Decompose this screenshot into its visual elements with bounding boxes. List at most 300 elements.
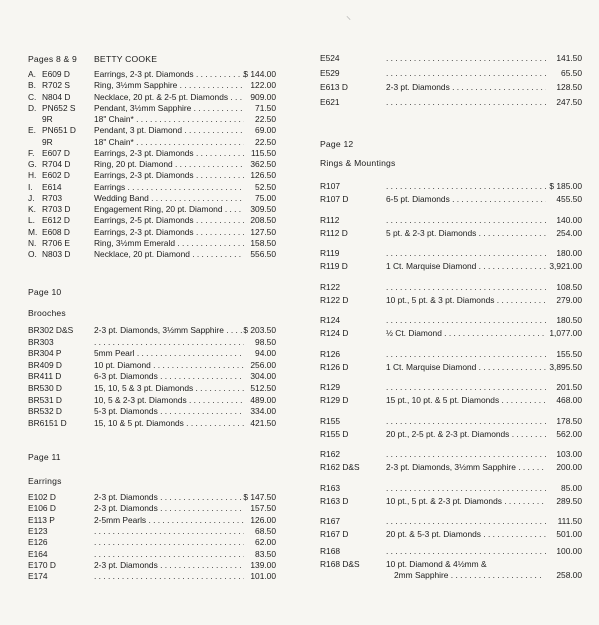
item-price: 512.50 [250,383,276,393]
leader-dots [194,215,244,225]
item-letter: C. [28,91,37,102]
item-description-text: 5-3 pt. Diamonds [94,406,158,417]
item-price: 128.50 [556,82,582,92]
item-price: 126.50 [250,170,276,181]
list-item [320,53,582,64]
leader-dots [146,515,244,525]
item-code: R704 D [42,159,71,169]
item-price: 247.50 [556,96,582,107]
item-description-text: 6-3 pt. Diamonds [94,371,158,382]
item-description-text: 10, 5 & 2-3 pt. Diamonds [94,394,187,405]
item-code: R122 [320,281,341,292]
item-description [94,571,244,582]
list-item [28,371,276,382]
item-price: 304.00 [250,371,276,382]
item-description [386,315,546,326]
item-code: R168 [320,546,341,556]
item-letter: M. [28,226,38,237]
item-description [94,249,244,260]
item-description [386,362,546,373]
item-price: 258.00 [556,570,582,580]
item-description-text: 2-3 pt. Diamonds [94,559,158,570]
page-12-heading: Page 12 [320,139,354,149]
leader-dots [158,406,244,416]
item-description-text: 5mm Pearl [94,348,135,359]
list-item [320,68,582,79]
item-description [386,328,546,339]
item-code: BR409 D [28,359,62,370]
item-letter: O. [28,249,37,259]
item-price: 334.00 [250,406,276,417]
item-code: E106 D [28,503,56,514]
item-letter: L. [28,215,35,226]
item-code: PN652 S [42,102,76,113]
item-description [386,529,546,540]
list-item [28,571,276,582]
list-item [320,349,582,360]
item-code: R129 D [320,395,349,405]
leader-dots [502,496,546,506]
list-item [320,362,582,373]
list-item [320,282,582,293]
item-price: 3,921.00 [549,261,582,271]
item-code: R124 [320,315,341,325]
item-description-text: 2-3 pt. Diamonds, 3½mm Sapphire [386,462,516,472]
leader-dots [386,97,546,107]
item-description [386,97,546,108]
item-code: E170 D [28,559,56,570]
item-description [94,148,244,159]
item-price: 421.50 [250,417,276,428]
list-item [28,503,276,514]
leader-dots [94,537,244,547]
leader-dots [149,193,244,203]
list-item [28,238,276,249]
list-item [320,570,582,581]
brand-heading: BETTY COOKE [94,54,158,64]
item-code: E608 D [42,226,70,237]
item-description [94,325,244,336]
item-description [386,349,546,360]
item-price: 1,077.00 [549,328,582,338]
item-description [386,516,546,527]
leader-dots [194,148,244,158]
rings-heading: Rings & Mountings [320,158,396,168]
scan-mark: ⸜ [346,11,351,22]
item-price: 100.00 [556,546,582,556]
item-description-text: 10 pt., 5 pt. & 2-3 pt. Diamonds [386,495,502,506]
item-price: $ 203.50 [243,325,276,335]
item-description-text: 15, 10, 5 & 3 pt. Diamonds [94,383,194,393]
item-description [94,348,244,359]
list-item [28,215,276,226]
item-description [94,406,244,417]
item-description-text: Ring, 20 pt. Diamond [94,159,173,169]
item-description [386,248,546,259]
item-code: E102 D [28,492,56,502]
leader-dots [450,82,546,92]
item-description-text: 2-3 pt. Diamonds [94,492,158,502]
leader-dots [509,429,546,439]
item-price: 126.00 [250,514,276,525]
item-letter: J. [28,192,35,203]
list-item [28,114,276,125]
item-price: 180.50 [556,315,582,325]
item-code: E123 [28,525,48,536]
item-price: 69.00 [255,125,276,136]
pages-8-9-heading: Pages 8 & 9 [28,54,78,64]
leader-dots [386,382,546,392]
item-price: 111.50 [557,516,582,526]
list-item [28,492,276,503]
item-code: E602 D [42,170,70,181]
leader-dots [476,228,546,238]
item-code: R167 D [320,529,349,539]
item-code: R163 D [320,495,349,506]
item-description-text: 2-3 pt. Diamonds [386,82,450,92]
item-price: 62.00 [255,537,276,548]
item-price: 101.00 [250,571,276,582]
item-description [94,383,244,394]
item-letter: N. [28,237,37,248]
leader-dots [499,395,546,405]
item-code: R155 D [320,428,349,439]
list-item [28,148,276,159]
item-description-text: Ring, 3½mm Emerald [94,237,175,248]
item-code: R112 D [320,227,348,238]
leader-dots [94,549,244,559]
item-code: R162 D&S [320,462,360,472]
leader-dots [158,492,244,502]
item-price: 362.50 [250,159,276,169]
leader-dots [193,383,244,393]
list-item [320,483,582,494]
item-description-text: 20 pt., 2-5 pt. & 2-3 pt. Diamonds [386,428,510,439]
item-price: 208.50 [250,215,276,226]
leader-dots [184,418,244,428]
list-item [28,526,276,537]
list-item [28,418,276,429]
item-price: 68.50 [255,525,276,536]
item-price: 909.00 [250,91,276,102]
item-price: 98.50 [255,336,276,347]
leader-dots [94,571,244,581]
leader-dots [448,570,544,580]
item-code: R167 [320,516,341,526]
item-description-text: Pendant, 3 pt. Diamond [94,125,182,136]
item-code: BR304 P [28,348,62,359]
item-description-text: Earrings, 2-3 pt. Diamonds [94,170,194,181]
item-price: 94.00 [255,348,276,359]
item-price: 103.00 [556,449,582,459]
item-description [94,526,244,537]
item-code: R107 [320,181,341,191]
list-item [28,103,276,114]
leader-dots [386,282,546,292]
leader-dots [481,529,546,539]
item-price: 122.00 [250,80,276,91]
leader-dots [194,170,244,180]
item-description [386,382,546,393]
item-price: 489.00 [250,394,276,405]
item-description [386,295,546,306]
list-item [28,69,276,80]
leader-dots [386,483,546,493]
item-price: $ 185.00 [549,181,582,191]
item-code: R107 D [320,194,349,204]
item-description [386,416,546,427]
item-price: 85.00 [561,482,582,493]
item-letter: B. [28,80,36,91]
leader-dots [386,215,546,225]
list-item [320,559,582,570]
item-code: R119 D [320,261,348,271]
item-description-text: 2mm Sapphire [394,570,449,580]
item-code: R162 [320,449,341,459]
item-description-text: 15, 10 & 5 pt. Diamonds [94,417,184,428]
item-code: R124 D [320,328,349,338]
list-item [28,204,276,215]
page-10-heading: Page 10 [28,287,62,297]
item-description [386,181,546,192]
list-item [28,249,276,260]
page-11-heading: Page 11 [28,452,61,462]
item-description [386,68,546,79]
item-description [94,238,244,249]
list-item [28,537,276,548]
leader-dots [386,181,546,191]
leader-dots [386,416,546,426]
list-item [28,395,276,406]
leader-dots [476,362,546,372]
leader-dots [494,295,546,305]
brooches-heading: Brooches [28,308,66,318]
list-item [320,215,582,226]
item-description [94,125,244,136]
leader-dots [190,249,244,259]
item-price: 75.00 [255,192,276,203]
item-description [386,496,546,507]
earrings-heading: Earrings [28,476,62,486]
item-price: 3,895.50 [549,361,582,372]
item-price: 201.50 [556,382,582,392]
item-description [94,137,244,148]
item-description-text: Wedding Band [94,192,149,203]
leader-dots [125,182,244,192]
item-code: R126 D [320,361,349,372]
item-description [94,418,244,429]
item-description-text: 1 Ct. Marquise Diamond [386,361,477,372]
list-item [28,159,276,170]
item-description-text: 2-3 pt. Diamonds, 3½mm Sapphire [94,325,224,335]
list-item [28,406,276,417]
list-item [320,449,582,460]
item-code: BR6151 D [28,417,67,428]
item-price: 52.50 [255,181,276,192]
list-item [320,382,582,393]
list-item [320,97,582,108]
item-price: 65.50 [561,67,582,78]
list-item [28,337,276,348]
item-price: 155.50 [556,348,582,359]
list-item [28,92,276,103]
list-item [28,170,276,181]
item-price: 256.00 [250,359,276,370]
item-code: R702 S [42,80,70,91]
item-price: 556.50 [250,249,276,259]
item-price: $ 147.50 [243,492,276,502]
item-description-text: 6-5 pt. Diamonds [386,194,450,204]
item-description-text: 5 pt. & 2-3 pt. Diamonds [386,227,477,238]
item-code: R129 [320,382,341,392]
item-code: N803 D [42,249,71,259]
item-description-text: Pendant, 3½mm Sapphire [94,102,192,113]
item-price: 127.50 [250,226,276,237]
item-letter: A. [28,69,36,79]
item-description-text: Engagement Ring, 20 pt. Diamond [94,204,223,214]
item-code: R122 D [320,294,349,305]
item-letter: G. [28,159,37,169]
item-description [386,53,546,64]
item-description [386,395,546,406]
item-description [94,515,244,526]
item-price: 455.50 [556,194,582,204]
leader-dots [158,371,244,381]
item-description-text: 20 pt. & 5-3 pt. Diamonds [386,529,481,539]
item-code: 9R [42,136,53,147]
item-code: BR302 D&S [28,325,74,335]
leader-dots [151,360,244,370]
item-description [386,215,546,226]
item-price: 468.00 [556,395,582,405]
item-code: R112 [320,214,340,225]
item-description-text: 10 pt., 5 pt. & 3 pt. Diamonds [386,294,495,305]
item-price: 140.00 [556,214,582,225]
item-price: 180.00 [556,248,582,258]
item-code: N804 D [42,91,71,102]
item-code: E621 [320,96,340,107]
item-description-text: ½ Ct. Diamond [386,328,442,338]
list-item [28,549,276,560]
item-price: 289.50 [556,495,582,506]
leader-dots [175,238,244,248]
item-description-text: Earrings, 2-5 pt. Diamonds [94,215,194,226]
item-price: 115.50 [251,147,276,158]
item-letter: K. [28,204,36,214]
item-code: E126 [28,537,48,548]
list-item [28,348,276,359]
item-description [94,204,244,215]
list-item [28,80,276,91]
item-description [94,360,244,371]
leader-dots [187,395,244,405]
leader-dots [386,68,546,78]
item-letter: F. [28,147,35,158]
item-price: 158.50 [250,237,276,248]
item-code: BR531 D [28,394,62,405]
list-item [320,546,582,557]
item-description-text: Earrings, 2-3 pt. Diamonds [94,226,194,237]
list-item [28,325,276,336]
item-code: E614 [42,181,62,192]
item-description [386,282,546,293]
item-code: BR532 D [28,406,62,417]
item-description-text: 2-3 pt. Diamonds [94,503,158,514]
item-description [94,103,244,114]
item-description [94,560,244,571]
list-item [28,227,276,238]
item-code: E524 [320,53,340,63]
leader-dots [450,194,546,204]
item-price: 157.50 [250,503,276,514]
leader-dots [173,159,244,169]
leader-dots [386,546,546,557]
list-item [320,496,582,507]
leader-dots [476,261,546,271]
item-description [386,194,546,205]
item-price: 178.50 [556,415,582,426]
item-letter: I. [28,181,33,192]
item-description-text: 18" Chain* [94,114,134,124]
item-description [94,549,244,560]
item-price: 254.00 [556,227,582,238]
list-item [320,429,582,440]
item-description-text: 15 pt., 10 pt. & 5 pt. Diamonds [386,395,500,405]
leader-dots [191,103,244,113]
list-item [320,248,582,259]
leader-dots [386,349,546,359]
list-item [320,82,582,93]
leader-dots [194,69,244,79]
leader-dots [386,315,546,325]
leader-dots [94,337,244,347]
item-code: R706 E [42,237,70,248]
item-price: 139.00 [250,559,276,570]
item-code: E607 D [42,147,70,158]
item-price: 22.50 [255,136,276,147]
item-description [386,462,546,473]
item-price: 501.00 [556,529,582,539]
item-description-text: Earrings [94,181,126,192]
item-description-text: Earrings, 2-3 pt. Diamonds [94,147,194,158]
item-letter: E. [28,125,36,136]
item-code: E613 D [320,82,348,92]
leader-dots [442,328,546,338]
item-code: E164 [28,548,48,559]
item-code: R126 [320,348,341,359]
item-description [94,492,244,503]
item-code: BR303 [28,336,54,347]
item-description [94,159,244,170]
list-item [28,193,276,204]
item-price: 108.50 [556,281,582,292]
item-description-text: Ring, 3½mm Sapphire [94,80,178,91]
item-code: R703 D [42,204,71,214]
list-item [320,328,582,339]
item-description [94,503,244,514]
item-code: BR411 D [28,371,62,382]
item-description-text: Necklace, 20 pt. & 2-5 pt. Diamonds [94,91,229,102]
list-item [320,416,582,427]
item-code: R155 [320,415,341,426]
list-item [28,182,276,193]
item-code: 9R [42,114,53,124]
leader-dots [177,80,244,90]
leader-dots [182,125,244,135]
list-item [28,383,276,394]
leader-dots [386,248,546,258]
item-description [386,82,546,93]
